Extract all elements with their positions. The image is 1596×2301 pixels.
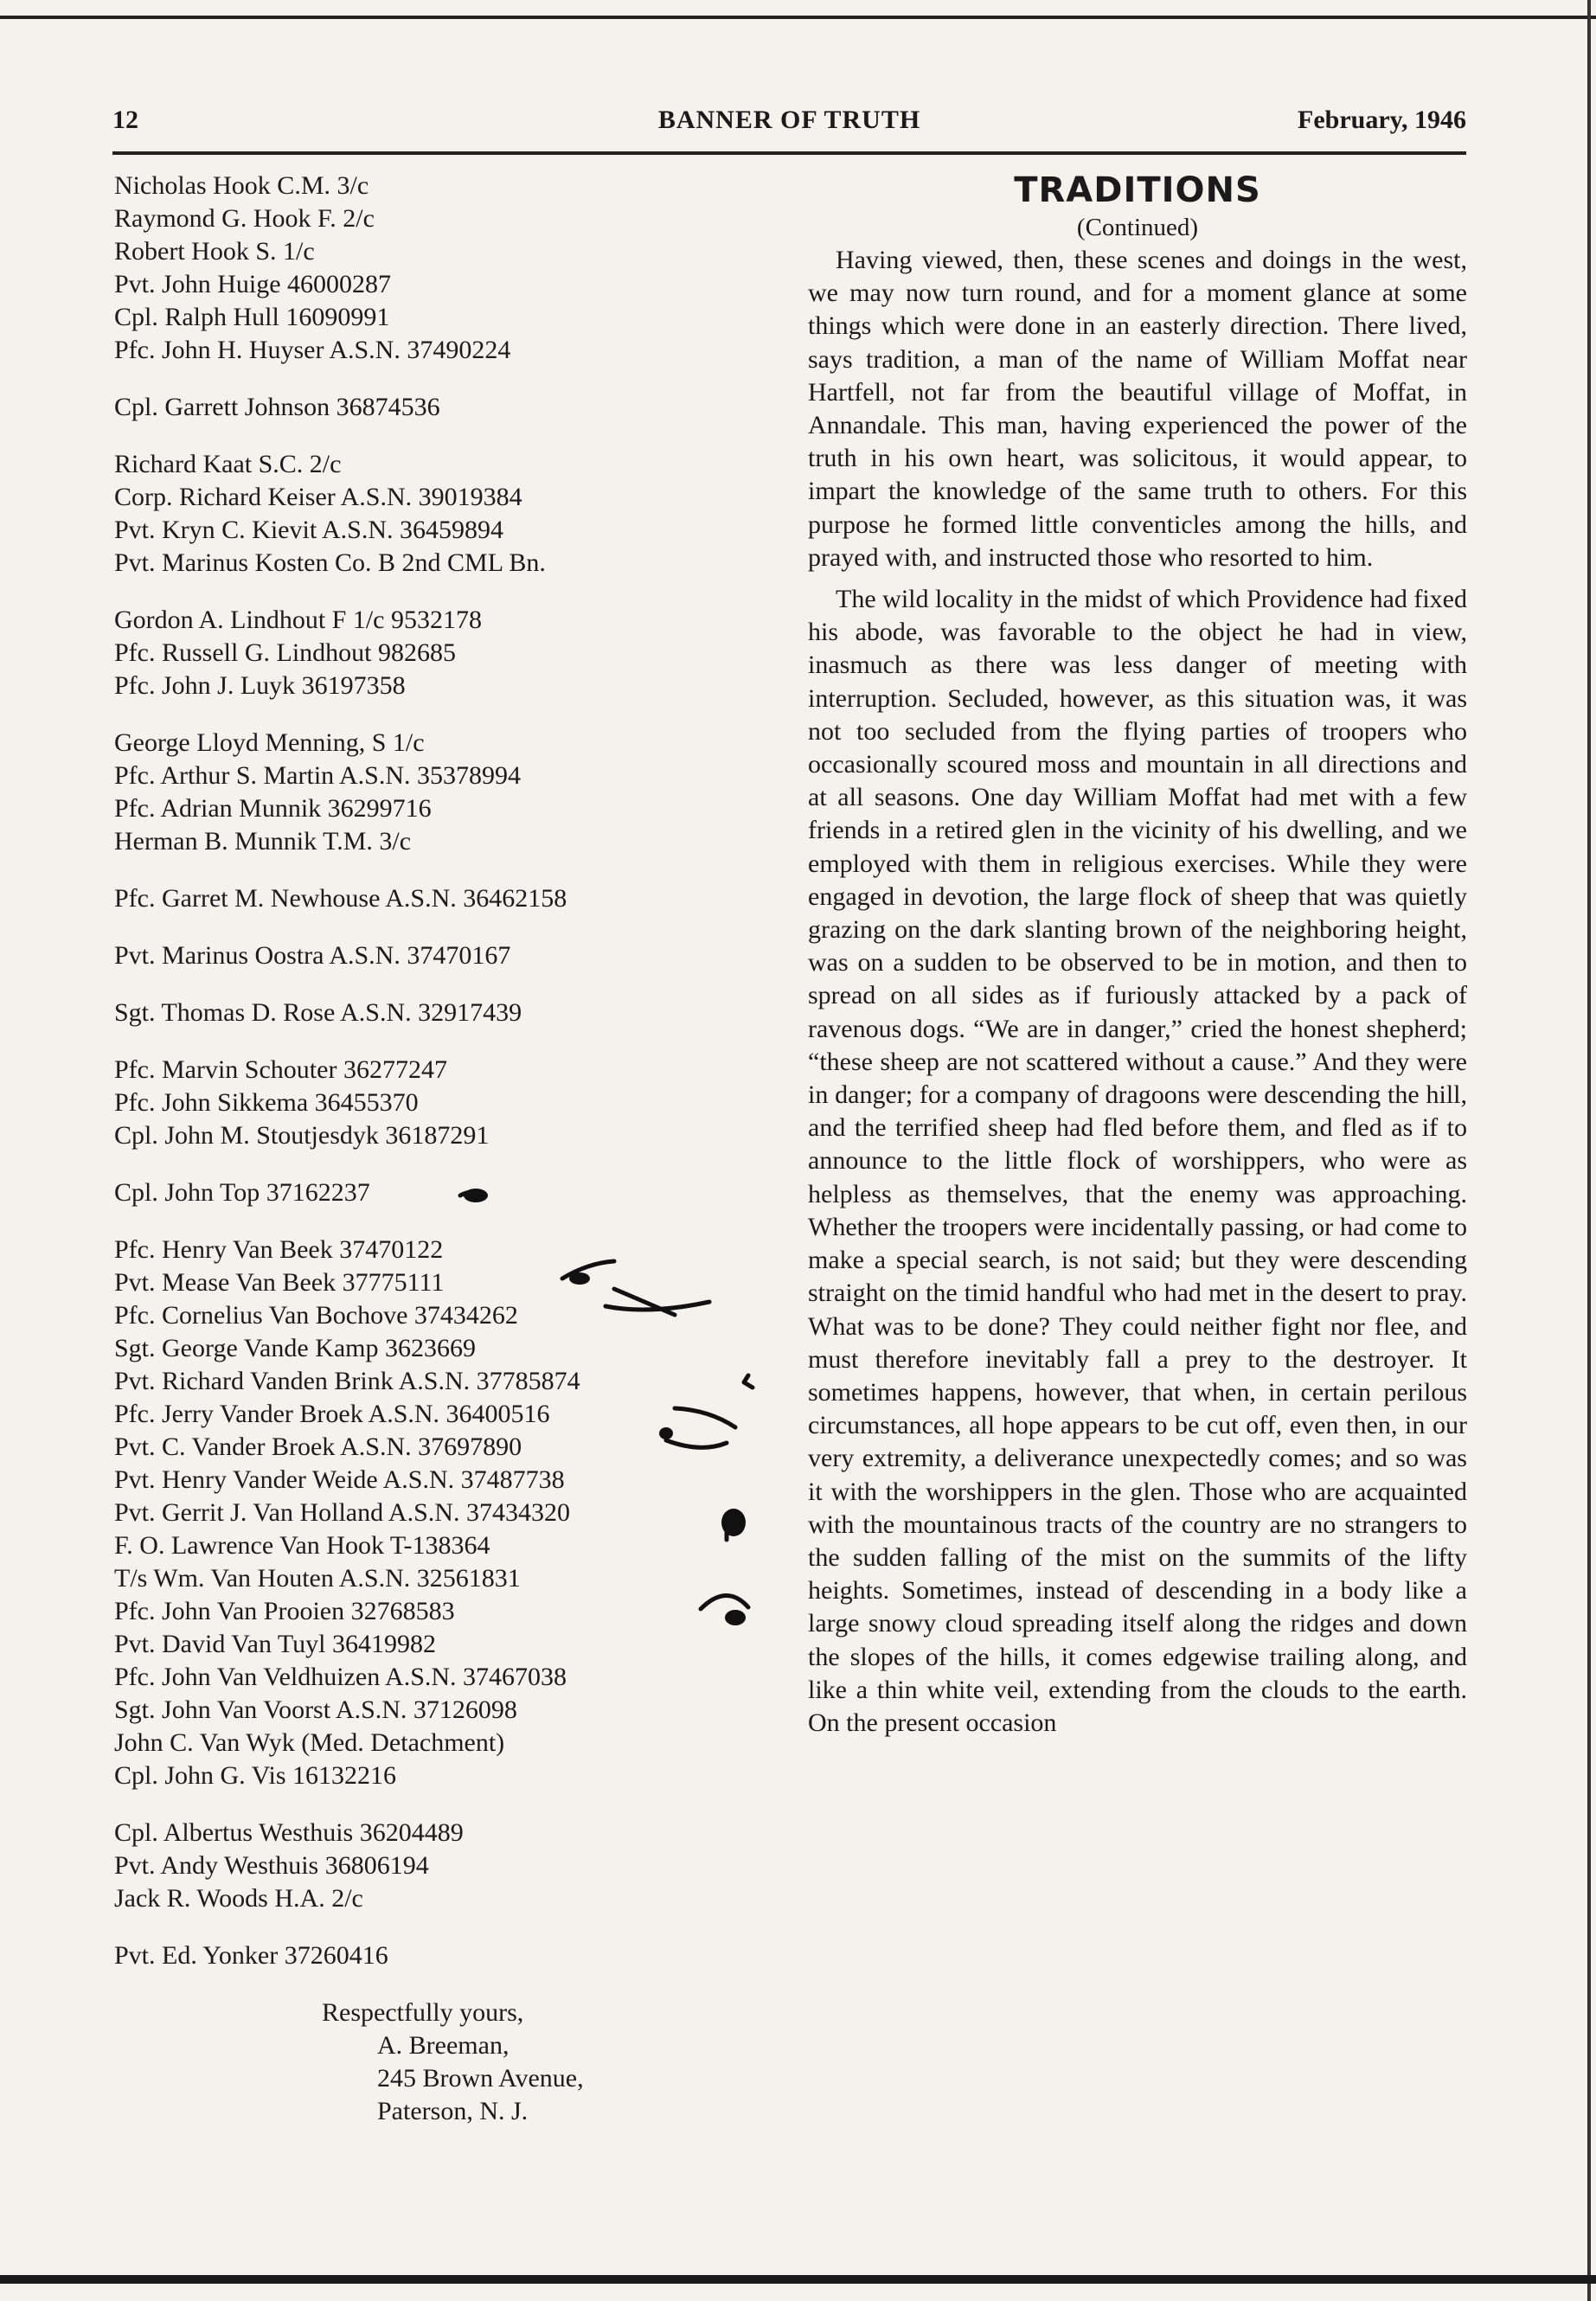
- roster-entry: Pvt. Gerrit J. Van Holland A.S.N. 37434320: [114, 1498, 570, 1527]
- roster-entry: Pvt. Mease Van Beek 37775111: [114, 1268, 445, 1297]
- roster-entry: Cpl. Ralph Hull 16090991: [114, 303, 390, 331]
- roster-entry: T/s Wm. Van Houten A.S.N. 32561831: [114, 1564, 521, 1593]
- roster-entry: Jack R. Woods H.A. 2/c: [114, 1884, 363, 1913]
- roster-entry: Pfc. John H. Huyser A.S.N. 37490224: [114, 336, 511, 364]
- article-traditions: [808, 170, 1467, 1748]
- roster-group: [114, 882, 772, 915]
- ink-check-marks: [450, 1176, 761, 1626]
- signoff-closing: Respectfully yours,: [322, 1998, 524, 2027]
- ink-mark: [666, 1440, 727, 1447]
- roster-entry: Cpl. Garrett Johnson 36874536: [114, 393, 440, 421]
- ink-blot: [725, 1610, 746, 1625]
- roster-group: [114, 1054, 772, 1152]
- roster-entry: Pvt. Kryn C. Kievit A.S.N. 36459894: [114, 516, 504, 544]
- roster-entry: F. O. Lawrence Van Hook T-138364: [114, 1531, 490, 1560]
- roster-group: [114, 604, 772, 702]
- roster-entry: Pfc. Jerry Vander Broek A.S.N. 36400516: [114, 1400, 550, 1428]
- roster-entry: Sgt. George Vande Kamp 3623669: [114, 1334, 477, 1362]
- roster-entry: Cpl. John Top 37162237: [114, 1178, 370, 1207]
- ink-mark: [744, 1375, 753, 1388]
- servicemen-roster: [114, 170, 772, 2128]
- page-number: 12: [112, 106, 138, 134]
- roster-entry: Gordon A. Lindhout F 1/c 9532178: [114, 606, 482, 634]
- roster-group: [114, 727, 772, 858]
- roster-entry: Pvt. Ed. Yonker 37260416: [114, 1941, 388, 1970]
- roster-entry: Sgt. Thomas D. Rose A.S.N. 32917439: [114, 998, 522, 1027]
- roster-entry: Pfc. John Sikkema 36455370: [114, 1088, 419, 1117]
- roster-entry: George Lloyd Menning, S 1/c: [114, 728, 425, 757]
- ink-blot: [569, 1272, 590, 1285]
- roster-entry: Cpl. Albertus Westhuis 36204489: [114, 1818, 464, 1847]
- ink-blot: [659, 1427, 673, 1439]
- roster-entry: Pfc. John Van Veldhuizen A.S.N. 37467038: [114, 1663, 567, 1691]
- article-paragraph: Having viewed, then, these scenes and doings in the west, we may now turn round, and for a moment glance at some things which were done in an easterly direction. There lived, says tradition, a man of the name of William Moffat near Hartfell, not far from the beautiful village of Moffat, in Annandale. This man, having experienced the power of the truth in his own heart, was solicitous, it would appear, to impart the knowledge of the same truth to others. For this purpose he formed little conventicles among the hills, and prayed with, and instructed those who resorted to him.: [808, 246, 1467, 572]
- article-subtitle: (Continued): [1076, 214, 1199, 241]
- ink-mark: [675, 1408, 735, 1427]
- publication-title: BANNER OF TRUTH: [657, 106, 921, 134]
- ink-mark: [606, 1289, 709, 1315]
- roster-entry: Pfc. Marvin Schouter 36277247: [114, 1055, 447, 1084]
- ink-blot: [721, 1509, 746, 1536]
- article-title: TRADITIONS: [1014, 170, 1261, 210]
- roster-entry: Richard Kaat S.C. 2/c: [114, 450, 342, 478]
- running-header: [112, 106, 1466, 144]
- roster-entry: Pfc. Adrian Munnik 36299716: [114, 794, 432, 823]
- signoff: [114, 1997, 772, 2128]
- scan-right-edge: [1587, 0, 1591, 2301]
- scan-top-edge: [0, 16, 1596, 19]
- roster-entry: Nicholas Hook C.M. 3/c: [114, 171, 369, 200]
- roster-entry: Pvt. Marinus Oostra A.S.N. 37470167: [114, 941, 511, 970]
- roster-group: [114, 448, 772, 580]
- roster-entry: Corp. Richard Keiser A.S.N. 39019384: [114, 483, 522, 511]
- roster-entry: Pfc. John J. Luyk 36197358: [114, 671, 406, 700]
- roster-group: [114, 997, 772, 1029]
- scan-bottom-edge: [0, 2275, 1596, 2284]
- roster-entry: Sgt. John Van Voorst A.S.N. 37126098: [114, 1695, 517, 1724]
- roster-entry: Cpl. John G. Vis 16132216: [114, 1761, 397, 1790]
- roster-entry: Pvt. C. Vander Broek A.S.N. 37697890: [114, 1433, 522, 1461]
- roster-entry: Pfc. Henry Van Beek 37470122: [114, 1235, 444, 1264]
- signoff-street: 245 Brown Avenue,: [377, 2064, 584, 2093]
- roster-entry: Pvt. Marinus Kosten Co. B 2nd CML Bn.: [114, 548, 546, 577]
- roster-group: [114, 939, 772, 972]
- roster-entry: Pfc. Arthur S. Martin A.S.N. 35378994: [114, 761, 522, 790]
- ink-blot: [464, 1189, 488, 1202]
- roster-entry: Pvt. Andy Westhuis 36806194: [114, 1851, 429, 1880]
- roster-entry: Pfc. Cornelius Van Bochove 37434262: [114, 1301, 518, 1330]
- roster-entry: Pvt. Henry Vander Weide A.S.N. 37487738: [114, 1465, 565, 1494]
- signoff-city: Paterson, N. J.: [377, 2097, 529, 2125]
- ink-mark: [701, 1595, 748, 1609]
- roster-entry: Herman B. Munnik T.M. 3/c: [114, 827, 412, 856]
- roster-entry: Pfc. Garret M. Newhouse A.S.N. 36462158: [114, 884, 567, 913]
- roster-entry: Pvt. Richard Vanden Brink A.S.N. 37785874: [114, 1367, 580, 1395]
- roster-entry: Pvt. John Huige 46000287: [114, 270, 392, 298]
- roster-group: [114, 391, 772, 424]
- roster-entry: Robert Hook S. 1/c: [114, 237, 315, 266]
- signoff-name: A. Breeman,: [377, 2031, 510, 2060]
- roster-group: [114, 1817, 772, 1915]
- roster-entry: Cpl. John M. Stoutjesdyk 36187291: [114, 1121, 490, 1150]
- roster-group: [114, 1939, 772, 1972]
- roster-entry: Pfc. John Van Prooien 32768583: [114, 1597, 455, 1625]
- issue-date: February, 1946: [1298, 106, 1466, 134]
- header-rule: [112, 151, 1466, 155]
- roster-entry: Pfc. Russell G. Lindhout 982685: [114, 638, 456, 667]
- roster-group: [114, 170, 772, 367]
- roster-entry: John C. Van Wyk (Med. Detachment): [114, 1728, 505, 1757]
- roster-entry: Pvt. David Van Tuyl 36419982: [114, 1630, 437, 1658]
- roster-entry: Raymond G. Hook F. 2/c: [114, 204, 375, 233]
- article-paragraph: The wild locality in the midst of which Providence had fixed his abode, was favorable to the object he had in view, inasmuch as there was less danger of meeting with interruption. Secluded, however, as this situation was, it was not too secluded from the flying parties of troopers who occasionally scoured moss and mountain in all directions and at all seasons. One day William Moffat had met with a few friends in a retired glen in the vicinity of his dwelling, and we employed with them in religious exercises. While they were engaged in devotion, the large flock of sheep that was quietly grazing on the dark slanting brown of the neighboring height, was on a sudden to be observed to be in motion, and then to spread on all sides as if furiously attacked by a pack of ravenous dogs. “We are in danger,” cried the honest shepherd; “these sheep are not scattered without a cause.” And they were in danger; for a company of dragoons were descending the hill, and the terrified sheep had fled before them, and fled as if to announce to the little flock of worshippers, who were as helpless as themselves, that the enemy was approaching. Whether the troopers were incidentally passing, or had come to make a special search, is not said; but they were descending straight on the timid handful who had met in the desert to pray. What was to be done? They could neither fight nor flee, and must therefore inevitably fall a prey to the destroyer. It sometimes happens, however, that when, in certain perilous circumstances, all hope appears to be cut off, even then, in our very extremity, a deliverance unexpectedly comes; and so was it with the worshippers in the glen. Those who are acquainted with the mountainous tracts of the country are no strangers to the sudden falling of the mist on the summits of the lifty heights. Sometimes, instead of descending in a body like a large snowy cloud spreading itself along the ridges and down the slopes of the hills, it comes edgewise trailing along, and like a thin white veil, extending from the clouds to the earth. On the present occasion: [808, 585, 1467, 1737]
